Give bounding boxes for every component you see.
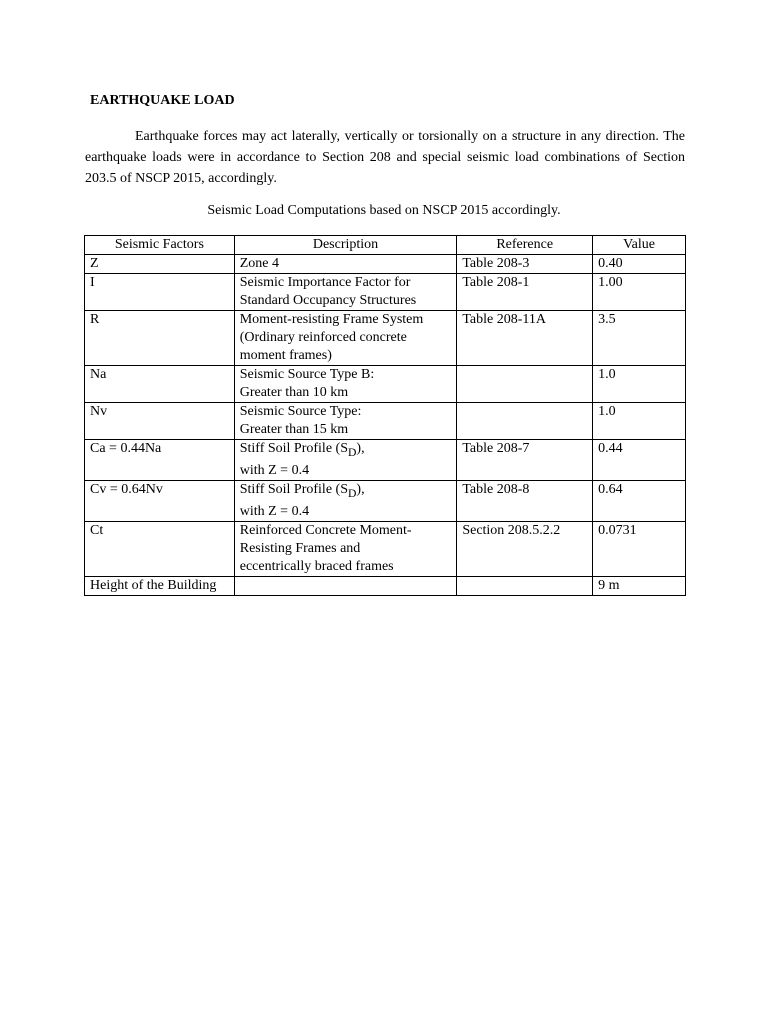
cell-reference: Table 208-11A (457, 311, 593, 366)
table-row (85, 440, 686, 481)
table-caption: Seismic Load Computations based on NSCP 2015 accordingly. (207, 203, 561, 218)
cell-seismic-factor: Z (85, 255, 235, 274)
description-line: Resisting Frames and (239, 540, 361, 556)
cell-reference: Table 208-7 (457, 440, 593, 481)
cell-value: 0.40 (593, 255, 686, 274)
description-line: with Z = 0.4 (239, 503, 310, 519)
cell-reference (457, 366, 593, 403)
description-line: (Ordinary reinforced concrete (239, 330, 407, 345)
description-line: Greater than 15 km (239, 422, 349, 437)
description-line: Standard Occupancy Structures (239, 293, 417, 308)
cell-seismic-factor: Height of the Building (85, 576, 235, 595)
intro-paragraph: Earthquake forces may act laterally, vertically or torsionally on a structure in any direction. The earthquake loads were in accordance to Section 208 and special seismic load combinations of Section 203.5 of NSCP 2015, accordingly. (85, 129, 685, 186)
header-description: Description (234, 236, 457, 255)
cell-reference (457, 403, 593, 440)
description-line: Moment-resisting Frame System (239, 312, 424, 327)
cell-description (234, 440, 457, 481)
cell-seismic-factor: R (85, 311, 235, 366)
cell-description (234, 521, 457, 576)
cell-description (234, 403, 457, 440)
cell-value: 1.0 (593, 366, 686, 403)
description-line: Seismic Importance Factor for (239, 275, 411, 290)
description-line: Seismic Source Type: (239, 404, 362, 419)
table-body (85, 255, 686, 596)
cell-seismic-factor: Cv = 0.64Nv (85, 480, 235, 521)
description-line: Stiff Soil Profile $(S_D)$, (239, 481, 365, 500)
description-line: Zone 4 (239, 256, 279, 271)
cell-value: 0.0731 (593, 521, 686, 576)
seismic-factors-table (84, 235, 686, 596)
cell-reference: Table 208-1 (457, 274, 593, 311)
cell-seismic-factor: Nv (85, 403, 235, 440)
description-line: Stiff Soil Profile $(S_D)$, (239, 441, 365, 459)
cell-value: 1.00 (593, 274, 686, 311)
cell-value: 0.64 (593, 480, 686, 521)
header-seismic-factors: Seismic Factors (85, 236, 235, 255)
description-line: Greater than 10 km (239, 385, 349, 400)
description-line: with Z = 0.4 (239, 462, 310, 478)
cell-value: 9 m (593, 576, 686, 595)
cell-description (234, 480, 457, 521)
cell-description (234, 366, 457, 403)
cell-description (234, 274, 457, 311)
cell-seismic-factor: Na (85, 366, 235, 403)
cell-value: 1.0 (593, 403, 686, 440)
cell-value: 0.44 (593, 440, 686, 481)
table-row (85, 521, 686, 576)
table-row (85, 255, 686, 274)
cell-seismic-factor: Ct (85, 521, 235, 576)
table-row (85, 403, 686, 440)
header-reference: Reference (457, 236, 593, 255)
cell-reference: Section 208.5.2.2 (457, 521, 593, 576)
cell-reference: Table 208-8 (457, 480, 593, 521)
table-row (85, 366, 686, 403)
description-line: moment frames) (239, 348, 332, 363)
description-line: eccentrically braced frames (239, 558, 394, 574)
cell-reference: Table 208-3 (457, 255, 593, 274)
header-value: Value (593, 236, 686, 255)
cell-value: 3.5 (593, 311, 686, 366)
section-heading: EARTHQUAKE LOAD (90, 93, 235, 108)
cell-seismic-factor: Ca = 0.44Na (85, 440, 235, 481)
description-line: Seismic Source Type B: (239, 367, 375, 382)
cell-reference (457, 576, 593, 595)
table-row (85, 274, 686, 311)
cell-description (234, 255, 457, 274)
cell-seismic-factor: I (85, 274, 235, 311)
description-line: Reinforced Concrete Moment- (239, 522, 412, 538)
table-row (85, 311, 686, 366)
table-header-row (85, 236, 686, 255)
table-row (85, 480, 686, 521)
cell-description (234, 576, 457, 595)
cell-description (234, 311, 457, 366)
table-row (85, 576, 686, 595)
